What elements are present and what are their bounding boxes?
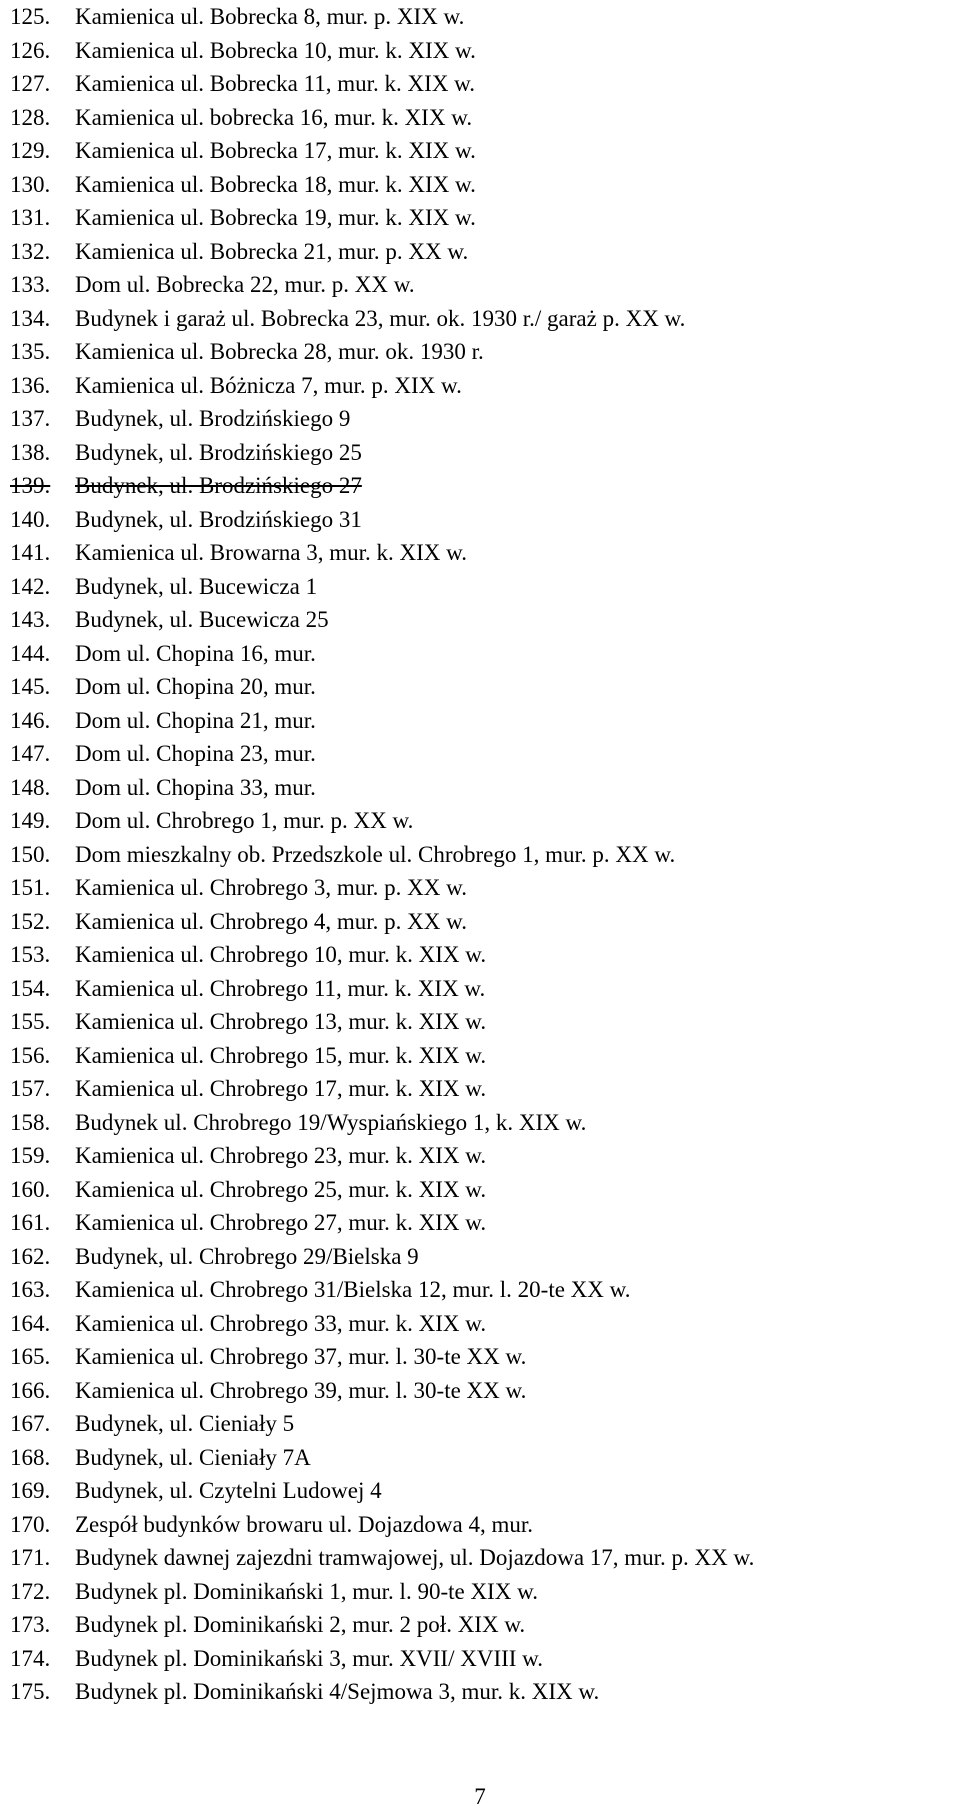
list-item: [10, 1407, 950, 1441]
list-item: [10, 972, 950, 1006]
item-number: 141.: [10, 540, 51, 565]
item-text: Budynek, ul. Cieniały 7A: [75, 1444, 311, 1470]
item-text: Budynek pl. Dominikański 1, mur. l. 90-te XIX w.: [75, 1578, 538, 1604]
item-number: 156.: [10, 1042, 51, 1068]
item-text: Kamienica ul. bobrecka 16, mur. k. XIX w.: [75, 104, 473, 130]
item-number: 140.: [10, 506, 51, 532]
list-item: [10, 938, 950, 972]
building-list: [10, 0, 950, 1709]
item-text: Kamienica ul. Bóżnicza 7, mur. p. XIX w.: [75, 372, 462, 398]
item-text: Kamienica ul. Chrobrego 4, mur. p. XX w.: [75, 908, 467, 934]
list-item: [10, 1575, 950, 1609]
list-item: [10, 335, 950, 369]
item-number: 144.: [10, 640, 51, 666]
list-item: [10, 1441, 950, 1475]
item-text: Dom ul. Chopina 23, mur.: [75, 741, 316, 766]
list-item: [10, 1240, 950, 1274]
list-item: [10, 369, 950, 403]
item-number: 165.: [10, 1344, 51, 1369]
item-text: Kamienica ul. Bobrecka 10, mur. k. XIX w.: [75, 37, 476, 63]
item-number: 132.: [10, 238, 51, 264]
item-number: 148.: [10, 774, 51, 800]
item-text: Budynek, ul. Brodzińskiego 9: [75, 406, 351, 431]
item-text: Kamienica ul. Chrobrego 27, mur. k. XIX w.: [75, 1210, 487, 1235]
item-text: Budynek, ul. Bucewicza 25: [75, 607, 329, 632]
list-item: [10, 402, 950, 436]
list-item: [10, 235, 950, 269]
item-text: Budynek, ul. Brodzińskiego 27: [75, 473, 362, 498]
item-text: Dom ul. Chopina 21, mur.: [75, 707, 316, 733]
item-number: 169.: [10, 1478, 51, 1503]
item-number: 174.: [10, 1645, 51, 1671]
list-item: [10, 268, 950, 302]
item-text: Kamienica ul. Bobrecka 19, mur. k. XIX w.: [75, 205, 476, 230]
list-item: [10, 1173, 950, 1207]
list-item: [10, 1541, 950, 1575]
item-text: Budynek ul. Chrobrego 19/Wyspiańskiego 1, k. XIX w.: [75, 1109, 587, 1135]
item-number: 158.: [10, 1109, 51, 1135]
item-number: 137.: [10, 406, 51, 431]
list-item: [10, 1005, 950, 1039]
item-number: 135.: [10, 339, 51, 364]
item-text: Kamienica ul. Bobrecka 8, mur. p. XIX w.: [75, 4, 465, 29]
item-number: 163.: [10, 1277, 51, 1302]
list-item: [10, 1474, 950, 1508]
list-item: [10, 1374, 950, 1408]
list-item: [10, 603, 950, 637]
item-text: Budynek dawnej zajezdni tramwajowej, ul. Dojazdowa 17, mur. p. XX w.: [75, 1545, 755, 1570]
item-text: Kamienica ul. Chrobrego 15, mur. k. XIX w.: [75, 1042, 487, 1068]
item-number: 128.: [10, 104, 51, 130]
item-text: Kamienica ul. Bobrecka 11, mur. k. XIX w.: [75, 71, 476, 96]
item-text: Dom ul. Chrobrego 1, mur. p. XX w.: [75, 808, 414, 833]
item-text: Kamienica ul. Chrobrego 31/Bielska 12, mur. l. 20-te XX w.: [75, 1277, 631, 1302]
list-item: [10, 1039, 950, 1073]
list-item: [10, 1340, 950, 1374]
item-text: Dom mieszkalny ob. Przedszkole ul. Chrobrego 1, mur. p. XX w.: [75, 841, 676, 867]
item-text: Budynek, ul. Chrobrego 29/Bielska 9: [75, 1243, 419, 1269]
list-item: [10, 804, 950, 838]
item-number: 127.: [10, 71, 51, 96]
list-item: [10, 1206, 950, 1240]
item-number: 146.: [10, 707, 51, 733]
list-item: [10, 704, 950, 738]
item-number: 147.: [10, 741, 51, 766]
list-item: [10, 469, 950, 503]
item-number: 162.: [10, 1243, 51, 1269]
list-item: [10, 34, 950, 68]
item-number: 154.: [10, 975, 51, 1001]
item-number: 143.: [10, 607, 51, 632]
item-text: Budynek, ul. Bucewicza 1: [75, 573, 318, 599]
item-number: 125.: [10, 4, 51, 29]
item-text: Budynek pl. Dominikański 2, mur. 2 poł. XIX w.: [75, 1612, 526, 1637]
item-number: 145.: [10, 674, 51, 699]
item-text: Dom ul. Chopina 16, mur.: [75, 640, 316, 666]
item-number: 153.: [10, 942, 51, 967]
item-number: 157.: [10, 1076, 51, 1101]
list-item: [10, 302, 950, 336]
list-item: [10, 0, 950, 34]
list-item: [10, 838, 950, 872]
item-number: 150.: [10, 841, 51, 867]
list-item: [10, 637, 950, 671]
item-number: 133.: [10, 272, 51, 297]
item-text: Dom ul. Chopina 20, mur.: [75, 674, 316, 699]
list-item: [10, 1139, 950, 1173]
item-number: 149.: [10, 808, 51, 833]
item-text: Kamienica ul. Bobrecka 28, mur. ok. 1930 r.: [75, 339, 484, 364]
item-text: Kamienica ul. Browarna 3, mur. k. XIX w.: [75, 540, 467, 565]
item-text: Budynek pl. Dominikański 3, mur. XVII/ XVIII w.: [75, 1645, 544, 1671]
item-text: Kamienica ul. Bobrecka 21, mur. p. XX w.: [75, 238, 469, 264]
item-text: Budynek, ul. Brodzińskiego 25: [75, 439, 362, 465]
item-number: 161.: [10, 1210, 51, 1235]
item-number: 170.: [10, 1511, 51, 1537]
list-item: [10, 503, 950, 537]
item-text: Budynek, ul. Brodzińskiego 31: [75, 506, 362, 532]
item-number: 164.: [10, 1310, 51, 1336]
list-item: [10, 536, 950, 570]
item-text: Kamienica ul. Chrobrego 13, mur. k. XIX w.: [75, 1009, 487, 1034]
item-number: 126.: [10, 37, 51, 63]
list-item: [10, 1072, 950, 1106]
item-number: 152.: [10, 908, 51, 934]
list-item: [10, 168, 950, 202]
list-item: [10, 1307, 950, 1341]
list-item: [10, 771, 950, 805]
item-number: 173.: [10, 1612, 51, 1637]
item-number: 159.: [10, 1143, 51, 1168]
item-text: Kamienica ul. Chrobrego 3, mur. p. XX w.: [75, 875, 467, 900]
item-number: 138.: [10, 439, 51, 465]
list-item: [10, 570, 950, 604]
item-text: Budynek, ul. Czytelni Ludowej 4: [75, 1478, 382, 1503]
list-item: [10, 201, 950, 235]
list-item: [10, 1273, 950, 1307]
item-text: Dom ul. Chopina 33, mur.: [75, 774, 316, 800]
list-item: [10, 1675, 950, 1709]
item-text: Kamienica ul. Bobrecka 18, mur. k. XIX w.: [75, 171, 476, 197]
item-number: 155.: [10, 1009, 51, 1034]
item-number: 175.: [10, 1679, 51, 1704]
list-item: [10, 101, 950, 135]
list-item: [10, 670, 950, 704]
item-number: 171.: [10, 1545, 51, 1570]
list-item: [10, 737, 950, 771]
item-text: Kamienica ul. Chrobrego 37, mur. l. 30-te XX w.: [75, 1344, 527, 1369]
item-number: 130.: [10, 171, 51, 197]
item-text: Kamienica ul. Chrobrego 11, mur. k. XIX w.: [75, 975, 486, 1001]
item-number: 134.: [10, 305, 51, 331]
item-text: Zespół budynków browaru ul. Dojazdowa 4, mur.: [75, 1511, 534, 1537]
item-number: 167.: [10, 1411, 51, 1436]
item-text: Kamienica ul. Bobrecka 17, mur. k. XIX w.: [75, 138, 476, 163]
item-text: Dom ul. Bobrecka 22, mur. p. XX w.: [75, 272, 415, 297]
list-item: [10, 871, 950, 905]
item-text: Kamienica ul. Chrobrego 33, mur. k. XIX w.: [75, 1310, 487, 1336]
list-item: [10, 134, 950, 168]
item-number: 160.: [10, 1176, 51, 1202]
item-number: 151.: [10, 875, 51, 900]
page-number: 7: [474, 1784, 486, 1809]
item-text: Kamienica ul. Chrobrego 25, mur. k. XIX w.: [75, 1176, 487, 1202]
item-text: Kamienica ul. Chrobrego 17, mur. k. XIX w.: [75, 1076, 487, 1101]
list-item: [10, 1608, 950, 1642]
item-number: 142.: [10, 573, 51, 599]
item-text: Budynek i garaż ul. Bobrecka 23, mur. ok. 1930 r./ garaż p. XX w.: [75, 305, 686, 331]
item-text: Kamienica ul. Chrobrego 23, mur. k. XIX w.: [75, 1143, 487, 1168]
item-text: Kamienica ul. Chrobrego 10, mur. k. XIX w.: [75, 942, 487, 967]
list-item: [10, 1642, 950, 1676]
item-text: Budynek, ul. Cieniały 5: [75, 1411, 295, 1436]
list-item: [10, 1508, 950, 1542]
item-number: 129.: [10, 138, 51, 163]
list-item: [10, 67, 950, 101]
item-text: Kamienica ul. Chrobrego 39, mur. l. 30-te XX w.: [75, 1377, 527, 1403]
item-number: 136.: [10, 372, 51, 398]
item-text: Budynek pl. Dominikański 4/Sejmowa 3, mur. k. XIX w.: [75, 1679, 600, 1704]
list-item: [10, 436, 950, 470]
item-number: 168.: [10, 1444, 51, 1470]
item-number: 139.: [10, 473, 51, 498]
item-number: 172.: [10, 1578, 51, 1604]
item-number: 131.: [10, 205, 51, 230]
list-item: [10, 905, 950, 939]
list-item: [10, 1106, 950, 1140]
item-number: 166.: [10, 1377, 51, 1403]
